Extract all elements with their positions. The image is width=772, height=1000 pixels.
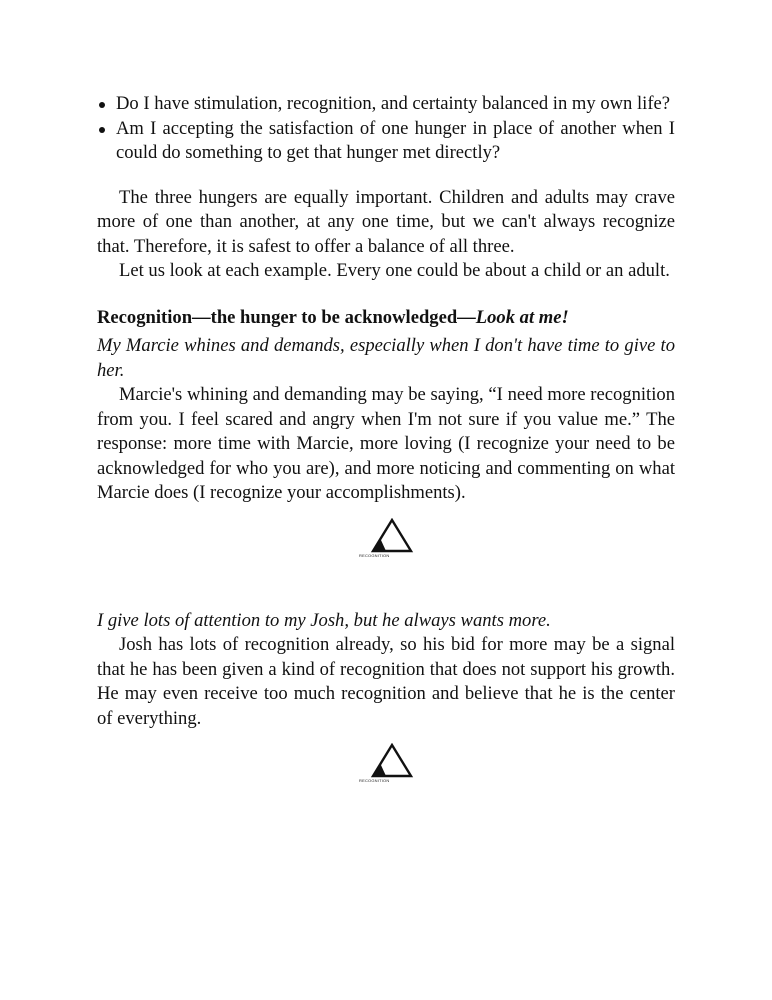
example-answer: Marcie's whining and demanding may be saying, “I need more recognition from you. I feel scared and angry when I'm not sure if you value me.” The response: more time with Marcie, more loving (I recognize your need to be acknowledged for who you are), and more noticing and commenting on what Marcie does (I recognize your accomplishments). bbox=[97, 384, 675, 503]
section-heading bbox=[97, 306, 675, 331]
example-question: I give lots of attention to my Josh, but he always wants more. bbox=[97, 609, 551, 631]
bullet-text: Am I accepting the satisfaction of one hunger in place of another when I could do something to get that hunger met directly? bbox=[116, 117, 675, 163]
recognition-triangle-icon bbox=[356, 743, 416, 787]
intro-paragraph: The three hungers are equally important. Children and adults may crave more of one than another, at any one time, but we can't always recognize that. Therefore, it is safest to offer a balance of all three. bbox=[97, 186, 675, 257]
triangle-caption: RECOGNITION bbox=[359, 552, 390, 558]
section-heading-italic: Look at me! bbox=[475, 306, 569, 328]
section-heading-bold: Recognition—the hunger to be acknowledged— bbox=[97, 306, 476, 328]
bullet-item bbox=[97, 117, 675, 166]
bullet-item bbox=[97, 92, 675, 117]
triangle-caption: RECOGNITION bbox=[359, 778, 390, 783]
example-answer: Josh has lots of recognition already, so his bid for more may be a signal that he has been given a kind of recognition that does not support his growth. He may even receive too much recognition and believe that he is the center of everything. bbox=[97, 634, 675, 729]
example-question: My Marcie whines and demands, especially when I don't have time to give to her. bbox=[97, 335, 675, 381]
recognition-triangle-icon bbox=[356, 518, 416, 562]
bullet-dot-icon bbox=[99, 127, 105, 133]
page-content bbox=[97, 92, 675, 787]
bullet-dot-icon bbox=[99, 102, 105, 108]
intro-paragraph: Let us look at each example. Every one could be about a child or an adult. bbox=[119, 260, 670, 281]
bullet-list bbox=[97, 92, 675, 166]
bullet-text: Do I have stimulation, recognition, and certainty balanced in my own life? bbox=[116, 93, 671, 114]
